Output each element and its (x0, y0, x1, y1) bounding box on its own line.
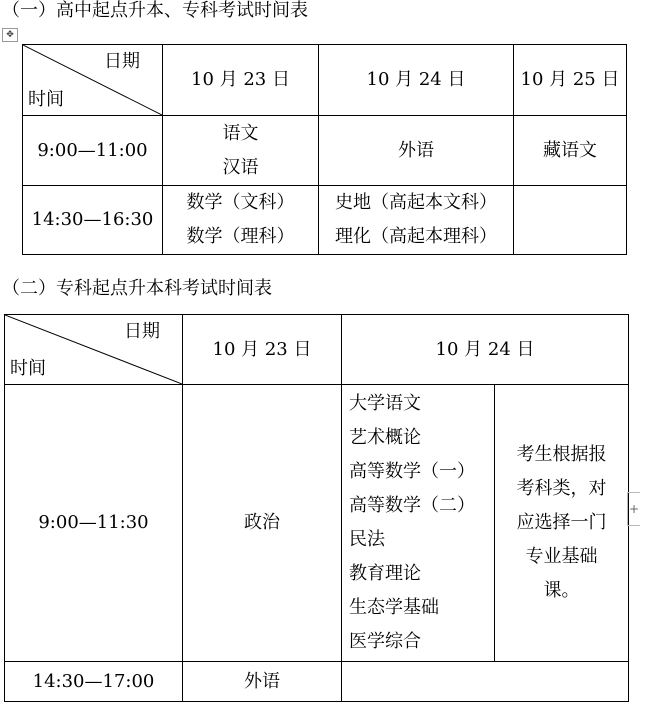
section-title-2: （二）专科起点升本科考试时间表 (2, 278, 272, 299)
subject: 数学（理科） (186, 226, 295, 247)
note-line: 考科类，对 (516, 478, 607, 499)
subject: 史地（高起本文科） (335, 192, 497, 213)
table-row (5, 315, 629, 385)
subject-cell: 外语 (183, 662, 342, 702)
list-item: 艺术概论 (349, 427, 421, 448)
subject-cell: 藏语文 (514, 116, 627, 186)
subject: 语文 (222, 122, 259, 144)
table-edge-add-icon[interactable]: + (627, 492, 640, 526)
subject: 汉语 (222, 156, 259, 178)
subject-cell: 政治 (183, 385, 342, 662)
header-date-label: 日期 (124, 321, 160, 342)
subject-cell: 外语 (319, 116, 514, 186)
time-cell: 9:00—11:00 (23, 116, 163, 186)
date-header: 10 月 24 日 (319, 45, 514, 116)
note-line: 专业基础 (525, 546, 598, 567)
note-cell (495, 385, 629, 662)
subject-cell (319, 186, 514, 255)
time-cell: 14:30—16:30 (23, 186, 163, 255)
date-header: 10 月 25 日 (514, 45, 627, 116)
list-item: 民法 (349, 529, 385, 550)
table-row (5, 662, 629, 702)
note-line: 考生根据报 (516, 444, 607, 465)
list-item: 大学语文 (349, 393, 421, 414)
subject-cell (342, 662, 629, 702)
subject-list-cell (342, 385, 495, 662)
list-item: 高等数学（二） (349, 495, 475, 516)
date-header: 10 月 23 日 (183, 315, 342, 385)
list-item: 生态学基础 (349, 597, 439, 618)
date-header: 10 月 24 日 (342, 315, 629, 385)
list-item: 教育理论 (349, 563, 421, 584)
note-line: 课。 (543, 580, 580, 601)
section-title-1: （一）高中起点升本、专科考试时间表 (2, 0, 308, 21)
list-item: 高等数学（一） (349, 461, 475, 482)
diagonal-header-cell (23, 45, 163, 116)
date-header: 10 月 23 日 (163, 45, 319, 116)
subject-cell (163, 116, 319, 186)
subject: 理化（高起本理科） (335, 226, 497, 247)
exam-schedule-table-2 (4, 314, 629, 702)
subject-cell (514, 186, 627, 255)
table-row (23, 186, 627, 255)
diagonal-header-cell (5, 315, 183, 385)
table-row (5, 385, 629, 662)
list-item: 医学综合 (349, 631, 421, 652)
time-cell: 9:00—11:30 (5, 385, 183, 662)
header-time-label: 时间 (28, 89, 64, 110)
subject-cell (163, 186, 319, 255)
subject: 数学（文科） (186, 192, 295, 213)
exam-schedule-table-1 (22, 44, 627, 255)
table-row (23, 45, 627, 116)
header-time-label: 时间 (10, 358, 46, 379)
note-line: 应选择一门 (516, 512, 607, 533)
table-move-handle-icon[interactable]: ✥ (2, 28, 18, 42)
table-row (23, 116, 627, 186)
time-cell: 14:30—17:00 (5, 662, 183, 702)
header-date-label: 日期 (104, 51, 140, 72)
